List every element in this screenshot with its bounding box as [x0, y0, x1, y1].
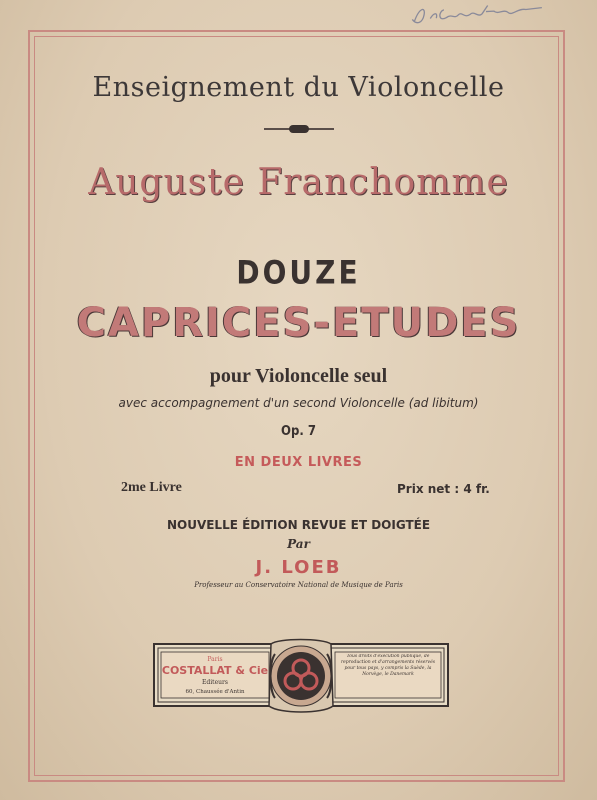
edition-note: NOUVELLE ÉDITION REVUE ET DOIGTÉE	[166, 518, 431, 532]
opus-number: Op. 7	[281, 424, 316, 439]
par-label: Par	[287, 537, 310, 551]
editor-title: Professeur au Conservatoire National de Musique de Paris	[194, 581, 403, 589]
volumes-note: EN DEUX LIVRES	[234, 455, 363, 470]
instrumentation: pour Violoncelle seul	[209, 365, 388, 387]
series-title: Enseignement du Violoncelle	[92, 72, 505, 103]
divider-ornament	[0, 122, 597, 134]
number-word: DOUZE	[236, 253, 361, 292]
accompaniment-note: avec accompagnement d'un second Violoncelle (ad libitum)	[118, 396, 479, 410]
publisher-prefix: Paris	[207, 656, 223, 663]
book-number: 2me Livre	[121, 480, 182, 495]
rights-notice: Tous droits d'exécution publique, de reproduction et d'arrangements réservés pour tous pays, y compris la Suède, la Norvège, le Danemark	[340, 654, 436, 677]
editor-name: J. LOEB	[255, 557, 342, 578]
price: Prix net : 4 fr.	[397, 482, 490, 496]
publisher-name: COSTALLAT & Cie	[161, 664, 269, 677]
publisher-role: Editeurs	[202, 679, 228, 686]
handwritten-signature	[407, 0, 548, 28]
publisher-emblem-icon	[269, 640, 333, 713]
publisher-address: 60, Chaussée d'Antin	[185, 689, 245, 695]
work-title: CAPRICES-ETUDES	[76, 300, 521, 346]
composer-name: Auguste Franchomme	[88, 162, 509, 203]
publisher-cartouche	[153, 636, 449, 714]
